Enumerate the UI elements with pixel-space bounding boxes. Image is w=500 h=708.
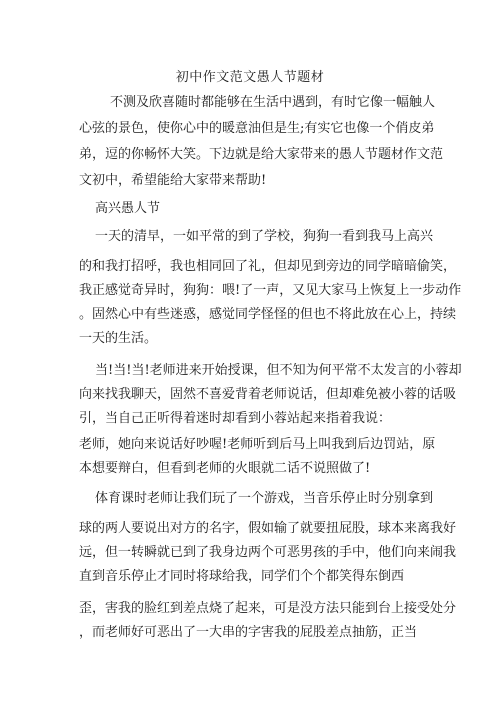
paragraph-line: 引，当自己正听得着迷时却看到小蓉站起来指着我说： — [79, 411, 392, 426]
paragraph-line: 心弦的景色，使你心中的暖意油但是生;有实它也像一个俏皮弟 — [79, 121, 435, 136]
paragraph-line: 老师，她向来说话好吵喔!老师听到后马上叫我到后边罚站，原 — [79, 437, 436, 452]
paragraph-line: 。固然心中有些迷惑，感觉同学怪怪的但也不将此放在心上，持续 — [79, 307, 457, 322]
paragraph-line: 一天的清早，一如平常的到了学校，狗狗一看到我马上高兴 — [95, 229, 434, 244]
paragraph-line: 远，但一转瞬就已到了我身边两个可恶男孩的手中，他们向来闹我 — [79, 545, 457, 560]
paragraph-line: ，而老师好可恶出了一大串的字害我的屁股差点抽筋，正当 — [79, 625, 418, 640]
paragraph-line: 我正感觉奇异时，狗狗：喂!了一声，又见大家马上恢复上一步动作 — [79, 283, 462, 298]
paragraph-line: 一天的生活。 — [79, 331, 158, 346]
paragraph-line: 的和我打招呼，我也相同回了礼，但却见到旁边的同学暗暗偷笑， — [79, 259, 457, 274]
paragraph-line: 球的两人要说出对方的名字，假如输了就要扭屁股，球本来离我好 — [79, 521, 457, 536]
paragraph-line: 歪，害我的脸红到差点烧了起来，可是没方法只能到台上接受处分 — [79, 601, 457, 616]
section-heading: 高兴愚人节 — [95, 201, 161, 216]
paragraph-line: 体育课时老师让我们玩了一个游戏，当音乐停止时分别拿到 — [95, 491, 434, 506]
paragraph-line: 当!当!当!老师进来开始授课，但不知为何平常不太发言的小蓉却 — [95, 363, 462, 378]
document-title: 初中作文范文愚人节题材 — [175, 70, 325, 85]
paragraph-line: 直到音乐停止才同时将球给我，同学们个个都笑得东倒西 — [79, 569, 405, 584]
paragraph-line: 文初中，希望能给大家带来帮助! — [79, 173, 267, 188]
paragraph-line: 不测及欣喜随时都能够在生活中遇到，有时它像一幅触人 — [110, 95, 436, 110]
paragraph-line: 弟，逗的你畅怀大笑。下边就是给大家带来的愚人节题材作文范 — [79, 147, 444, 162]
paragraph-line: 向来找我聊天，固然不喜爱背着老师说话，但却难免被小蓉的话吸 — [79, 387, 457, 402]
paragraph-line: 本想要辩白，但看到老师的火眼就二话不说照做了! — [79, 461, 371, 476]
